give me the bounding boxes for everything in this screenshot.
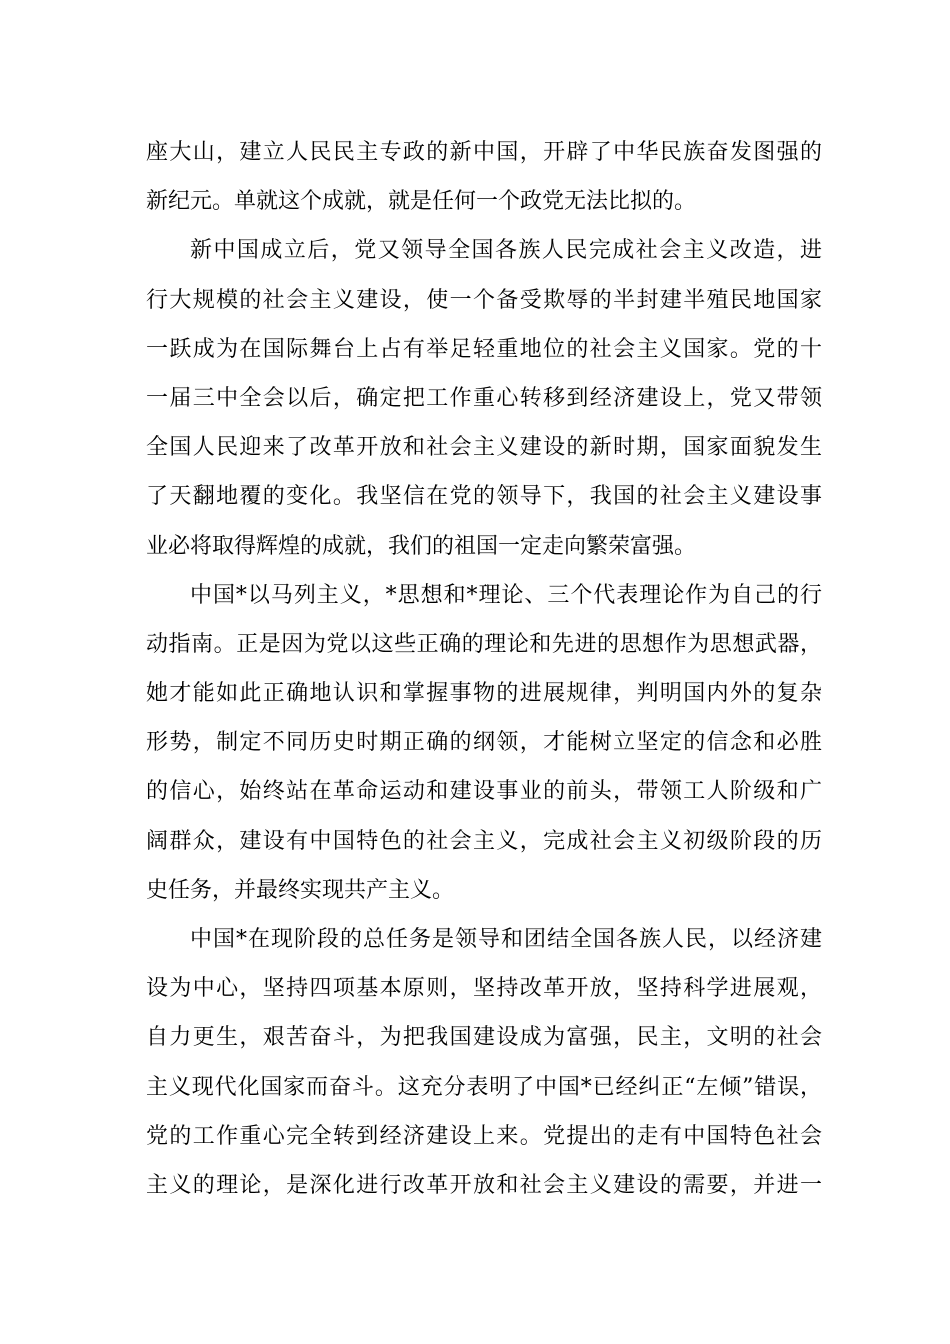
text-line: 新中国成立后，党又领导全国各族人民完成社会主义改造，进 <box>190 238 822 264</box>
text-line: 中国*以马列主义，*思想和*理论、三个代表理论作为自己的行 <box>190 582 822 608</box>
text-line: 新纪元。单就这个成就，就是任何一个政党无法比拟的。 <box>146 189 697 215</box>
text-line: 主义现代化国家而奋斗。这充分表明了中国*已经纠正“左倾”错误， <box>146 1074 822 1100</box>
text-line: 行大规模的社会主义建设，使一个备受欺辱的半封建半殖民地国家 <box>146 287 822 313</box>
text-line: 一跃成为在国际舞台上占有举足轻重地位的社会主义国家。党的十 <box>146 336 822 362</box>
text-line: 史任务，并最终实现共产主义。 <box>146 877 455 903</box>
text-line: 形势，制定不同历史时期正确的纲领，才能树立坚定的信念和必胜 <box>146 730 822 756</box>
text-line: 全国人民迎来了改革开放和社会主义建设的新时期，国家面貌发生 <box>146 435 822 461</box>
text-line: 自力更生，艰苦奋斗，为把我国建设成为富强，民主，文明的社会 <box>146 1025 822 1051</box>
text-line: 动指南。正是因为党以这些正确的理论和先进的思想作为思想武器， <box>146 631 822 657</box>
text-line: 业必将取得辉煌的成就，我们的祖国一定走向繁荣富强。 <box>146 533 697 559</box>
text-line: 阔群众，建设有中国特色的社会主义，完成社会主义初级阶段的历 <box>146 828 822 854</box>
text-line: 座大山，建立人民民主专政的新中国，开辟了中华民族奋发图强的 <box>146 140 822 165</box>
text-line: 党的工作重心完全转到经济建设上来。党提出的走有中国特色社会 <box>146 1123 822 1149</box>
text-line: 她才能如此正确地认识和掌握事物的进展规律，判明国内外的复杂 <box>146 681 822 707</box>
text-line: 了天翻地覆的变化。我坚信在党的领导下，我国的社会主义建设事 <box>146 484 822 510</box>
text-line: 设为中心，坚持四项基本原则，坚持改革开放，坚持科学进展观， <box>146 976 822 1002</box>
text-line: 的信心，始终站在革命运动和建设事业的前头，带领工人阶级和广 <box>146 779 822 805</box>
text-line: 一届三中全会以后，确定把工作重心转移到经济建设上，党又带领 <box>146 385 822 411</box>
body-text <box>146 128 822 1210</box>
text-line: 主义的理论，是深化进行改革开放和社会主义建设的需要，并进一 <box>146 1172 822 1198</box>
text-line: 中国*在现阶段的总任务是领导和团结全国各族人民，以经济建 <box>190 927 822 952</box>
